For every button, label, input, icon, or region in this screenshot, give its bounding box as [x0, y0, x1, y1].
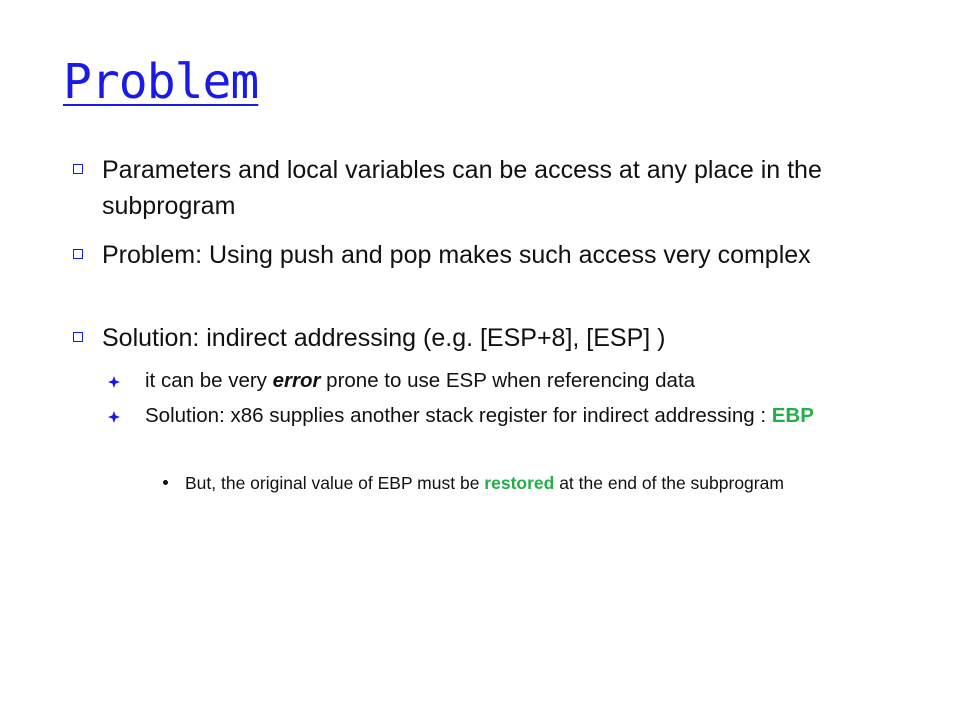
highlight-ebp: EBP — [771, 404, 814, 427]
sub-sub-bullet-1 — [163, 471, 853, 495]
sub-bullet-1-before: it can be very — [145, 369, 273, 392]
four-point-star-icon — [108, 411, 120, 423]
bullet-3 — [73, 320, 853, 356]
highlight-restored: restored — [484, 473, 555, 493]
bullet-2-text: Problem: Using push and pop makes such access very complex — [102, 241, 811, 269]
bullet-2 — [73, 237, 853, 273]
sub-sub-bullet-1-text — [185, 471, 853, 495]
sub-bullet-2-text — [145, 402, 843, 429]
hollow-square-icon — [73, 164, 83, 174]
sub-sub-bullet-1-after: at the end of the subprogram — [554, 473, 784, 493]
four-point-star-icon — [108, 376, 120, 388]
dot-icon — [163, 480, 168, 485]
hollow-square-icon — [73, 332, 83, 342]
sub-bullet-1-text — [145, 367, 843, 394]
emphasis-error: error — [272, 369, 321, 392]
sub-bullet-2-before: Solution: x86 supplies another stack register for indirect addressing : — [145, 404, 772, 427]
sub-bullet-1 — [108, 367, 843, 394]
slide-title: Problem — [63, 54, 259, 110]
bullet-1 — [73, 152, 853, 224]
sub-bullet-1-after: prone to use ESP when referencing data — [320, 369, 696, 392]
sub-sub-bullet-1-before: But, the original value of EBP must be — [185, 473, 485, 493]
bullet-1-text: Parameters and local variables can be access at any place in the subprogram — [102, 156, 822, 220]
sub-bullet-2 — [108, 402, 843, 429]
bullet-3-text: Solution: indirect addressing (e.g. [ESP+8], [ESP] ) — [102, 324, 666, 352]
hollow-square-icon — [73, 249, 83, 259]
